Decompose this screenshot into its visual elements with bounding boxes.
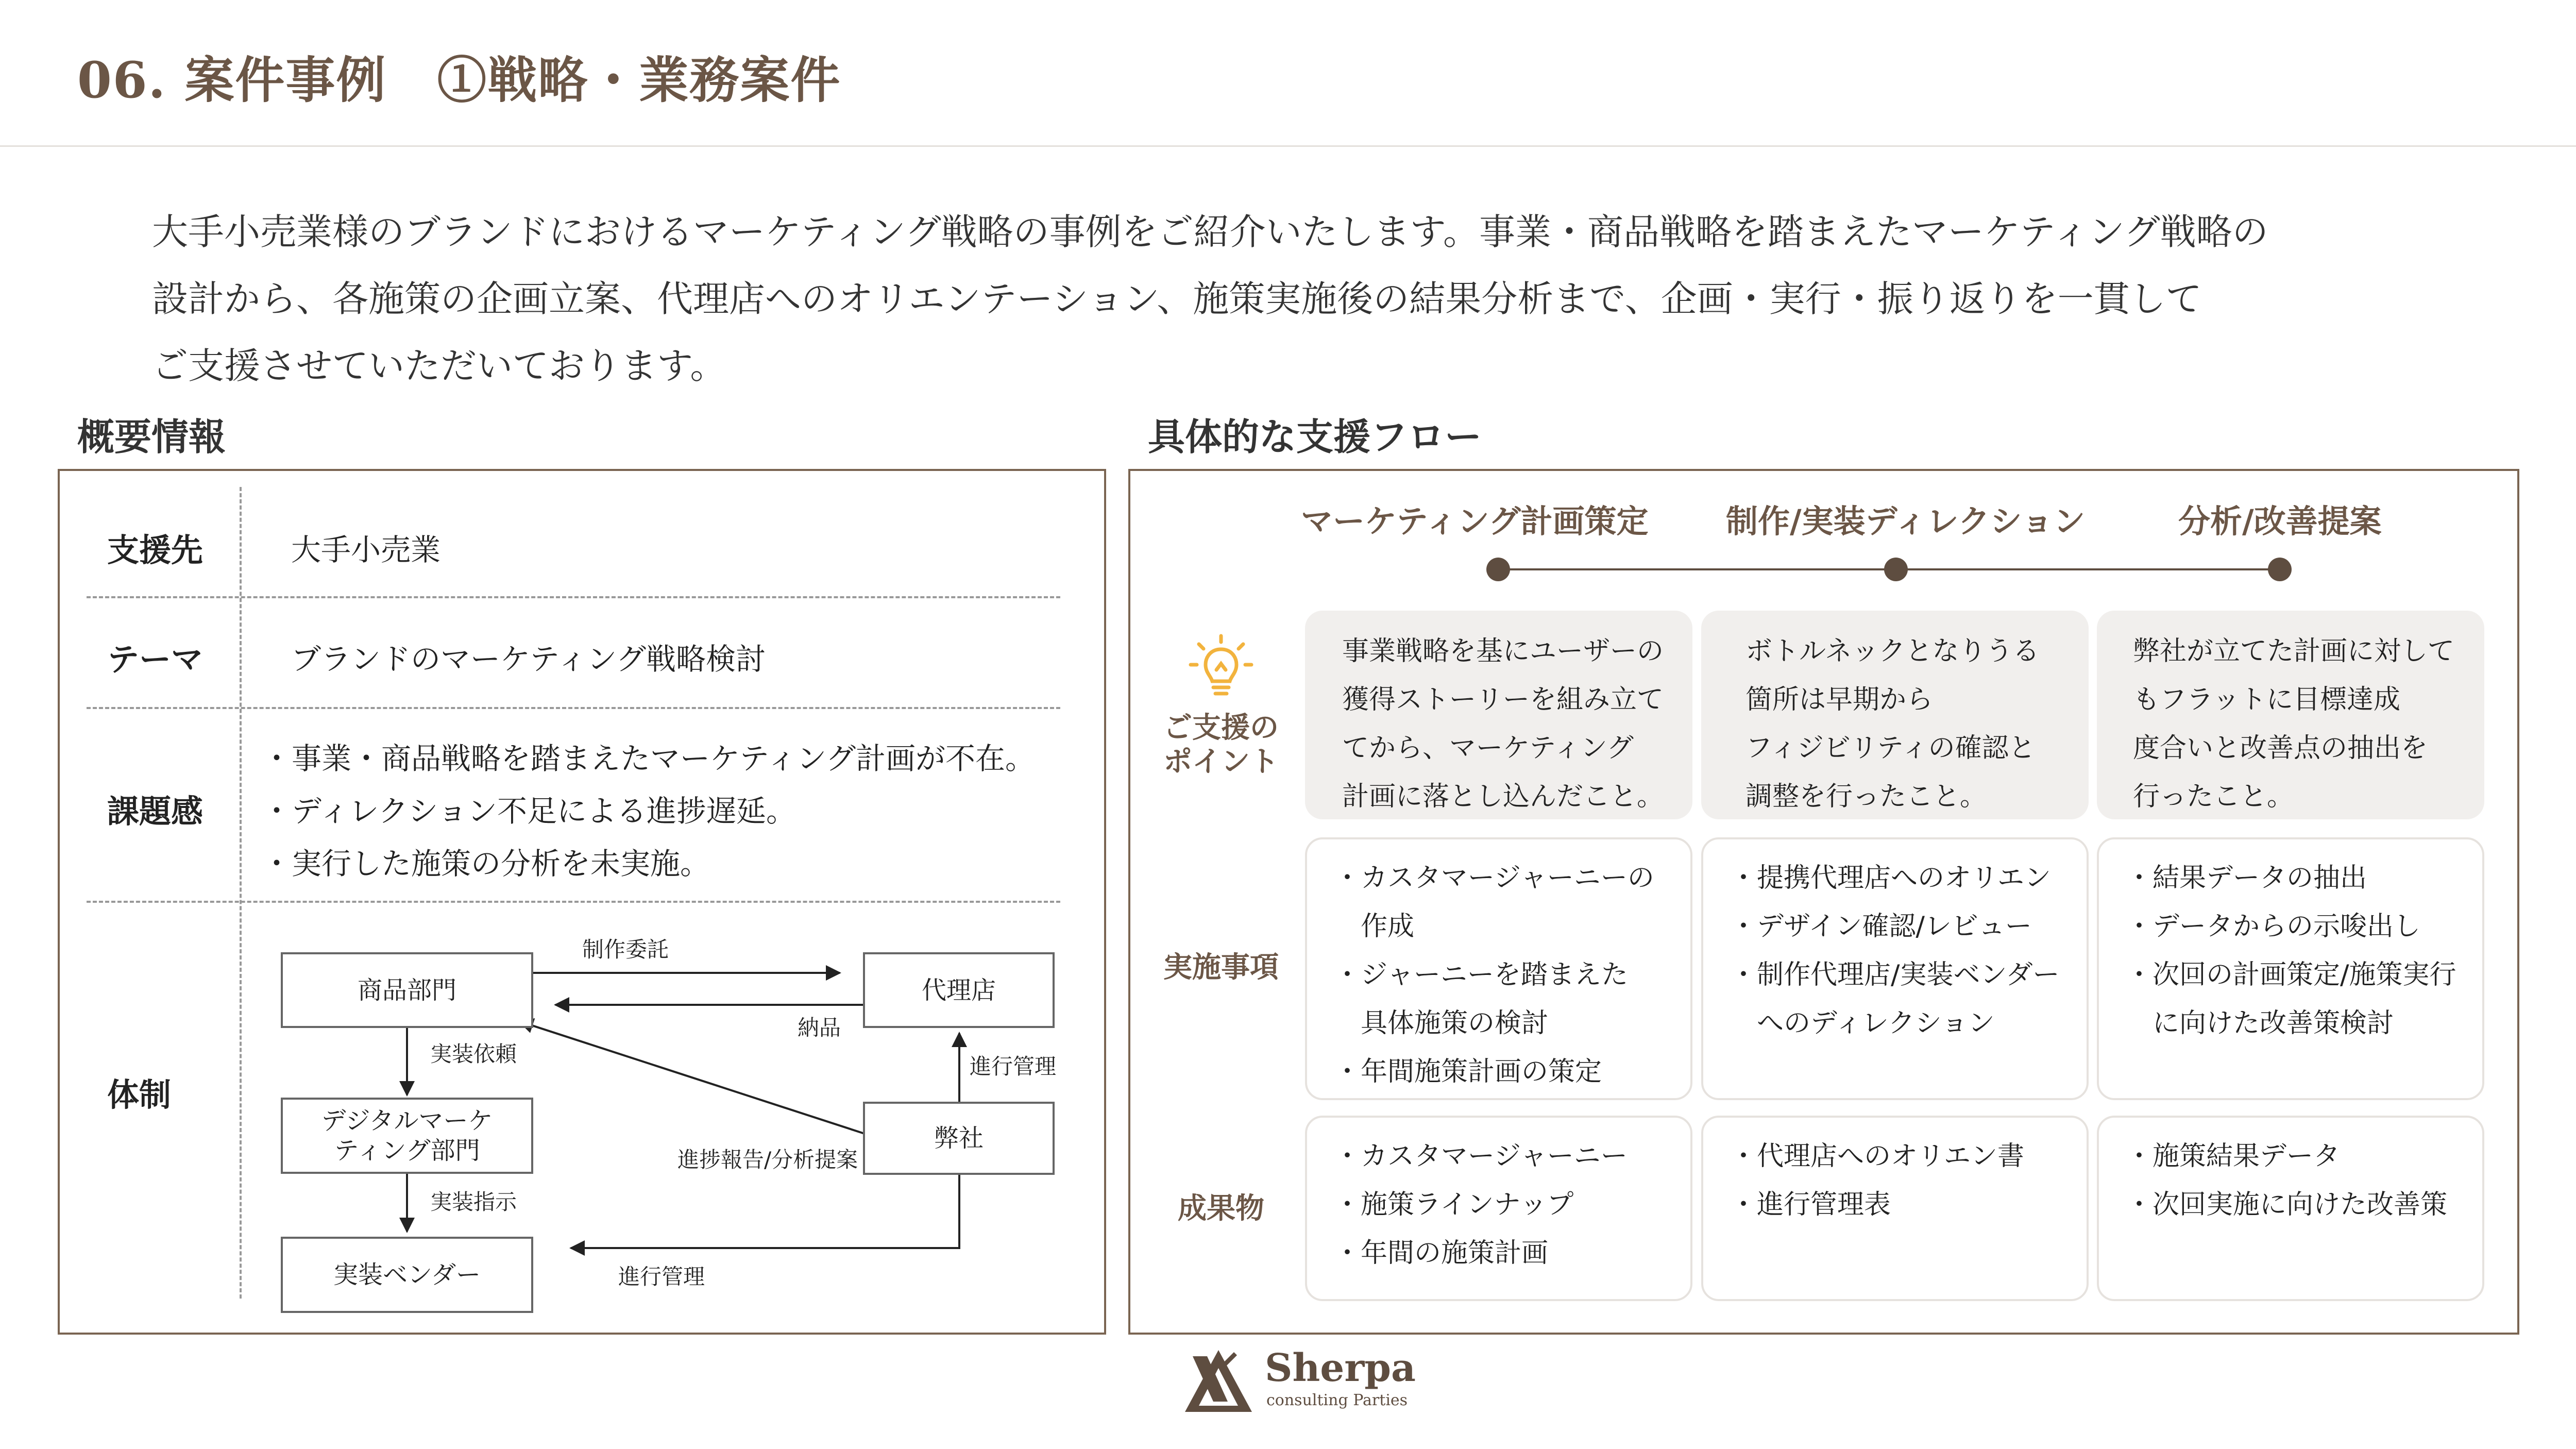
deliverable-card: [1305, 1116, 1692, 1301]
row-label-theme: テーマ: [107, 641, 204, 678]
card-line: 弊社が立てた計画に対して: [2133, 636, 2455, 667]
card-line: に向けた改善策検討: [2126, 1008, 2394, 1039]
row-value-client: 大手小売業: [291, 532, 441, 567]
progress-agency-label: 進行管理: [970, 1054, 1057, 1079]
point-card: [1305, 611, 1692, 819]
intro-line: 大手小売業様のブランドにおけるマーケティング戦略の事例をご紹介いたします。事業・商品戦略を踏まえたマーケティング戦略の: [152, 211, 2268, 253]
commission-label: 制作委託: [582, 937, 669, 962]
card-line: てから、マーケティング: [1342, 733, 1634, 764]
card-line: ・提携代理店へのオリエン: [1730, 863, 2051, 894]
card-line: ・施策ラインナップ: [1334, 1189, 1574, 1220]
card-line: へのディレクション: [1730, 1008, 1995, 1039]
timeline-dot: [1486, 558, 1510, 581]
card-line: 度合いと改善点の抽出を: [2133, 733, 2428, 764]
row-label-points: [1154, 711, 1288, 779]
card-line: ・施策結果データ: [2126, 1141, 2341, 1172]
row-label-client: 支援先: [107, 531, 204, 569]
card-line: ・カスタマージャーニーの: [1334, 863, 1654, 894]
flow-heading: 具体的な支援フロー: [1148, 415, 1482, 459]
action-card: [2097, 837, 2484, 1100]
issue-item: ・事業・商品戦略を踏まえたマーケティング計画が不在。: [262, 741, 1036, 776]
row-label-line: ポイント: [1163, 745, 1279, 779]
point-card: [2097, 611, 2484, 819]
brand-tagline: consulting Parties: [1266, 1391, 1408, 1409]
row-label-line: ご支援の: [1163, 711, 1279, 745]
org-box-agency: [863, 952, 1055, 1028]
org-box-vendor: [281, 1237, 533, 1313]
row-label-issues: 課題感: [107, 793, 204, 830]
card-line: ・ジャーニーを踏まえた: [1334, 959, 1628, 990]
org-box-label: 実装ベンダー: [333, 1260, 481, 1289]
card-line: ・代理店へのオリエン書: [1730, 1141, 2024, 1172]
card-line: ・カスタマージャーニー: [1334, 1141, 1628, 1172]
impl-instruction-label: 実装指示: [430, 1189, 517, 1215]
card-line: 作成: [1334, 911, 1415, 942]
phase-2: 制作/実装ディレクション: [1726, 502, 2086, 540]
sherpa-logo: [1182, 1345, 1255, 1417]
card-line: ・進行管理表: [1730, 1189, 1891, 1220]
delivery-label: 納品: [798, 1015, 841, 1040]
row-label-deliverables: [1154, 1192, 1288, 1226]
report-label: 進捗報告/分析提案: [677, 1147, 858, 1172]
deliverable-card: [1701, 1116, 2089, 1301]
card-line: もフラットに目標達成: [2133, 684, 2400, 715]
card-line: ボトルネックとなりうる: [1745, 636, 2040, 667]
deliverable-card: [2097, 1116, 2484, 1301]
overview-heading: 概要情報: [77, 415, 226, 459]
org-box-label: 弊社: [934, 1124, 984, 1153]
action-card: [1305, 837, 1692, 1100]
card-line: 獲得ストーリーを組み立て: [1342, 684, 1664, 715]
org-box-label: ティング部門: [334, 1136, 480, 1165]
page-title: 06. 案件事例 ①戦略・業務案件: [77, 51, 841, 109]
card-line: ・年間の施策計画: [1334, 1238, 1549, 1269]
org-box-label: 商品部門: [357, 975, 456, 1005]
row-label-structure: 体制: [107, 1076, 172, 1114]
card-line: 行ったこと。: [2133, 781, 2294, 812]
intro-line: ご支援させていただいております。: [152, 345, 726, 387]
row-value-theme: ブランドのマーケティング戦略検討: [291, 642, 766, 677]
card-line: ・データからの示唆出し: [2126, 911, 2421, 942]
card-line: ・デザイン確認/レビュー: [1730, 911, 2032, 942]
impl-request-label: 実装依頼: [430, 1041, 517, 1067]
card-line: フィジビリティの確認と: [1745, 733, 2036, 764]
card-line: ・年間施策計画の策定: [1334, 1056, 1602, 1087]
brand-name: Sherpa: [1265, 1346, 1416, 1390]
org-box-us: [863, 1102, 1055, 1175]
progress-vendor-label: 進行管理: [618, 1264, 705, 1289]
org-box-product: [281, 952, 533, 1028]
point-card: [1701, 611, 2089, 819]
row-label-line: 実施事項: [1163, 951, 1279, 984]
card-line: 箇所は早期から: [1745, 684, 1934, 715]
progress-vendor-arrow: [571, 1175, 959, 1248]
org-box-label: デジタルマーケ: [321, 1106, 493, 1135]
org-box-digital: [281, 1098, 533, 1174]
org-box-label: 代理店: [921, 975, 996, 1005]
timeline-dot: [2268, 558, 2292, 581]
card-line: 計画に落とし込んだこと。: [1342, 781, 1664, 812]
issue-item: ・ディレクション不足による進捗遅延。: [262, 794, 796, 829]
card-line: 調整を行ったこと。: [1745, 781, 1987, 812]
row-label-actions: [1154, 951, 1288, 985]
card-line: ・結果データの抽出: [2126, 863, 2367, 894]
card-line: ・制作代理店/実装ベンダー: [1730, 959, 2060, 990]
intro-line: 設計から、各施策の企画立案、代理店へのオリエンテーション、施策実施後の結果分析まで、企画・実行・振り返りを一貫して: [152, 278, 2202, 320]
timeline-dot: [1884, 558, 1908, 581]
row-label-line: 成果物: [1178, 1192, 1264, 1225]
card-line: ・次回の計画策定/施策実行: [2126, 959, 2456, 990]
issue-item: ・実行した施策の分析を未実施。: [262, 846, 710, 881]
card-line: 事業戦略を基にユーザーの: [1342, 636, 1664, 667]
phase-1: マーケティング計画策定: [1301, 502, 1649, 540]
action-card: [1701, 837, 2089, 1100]
lightbulb-icon: [1188, 634, 1255, 703]
card-line: 具体施策の検討: [1334, 1008, 1549, 1039]
card-line: ・次回実施に向けた改善策: [2126, 1189, 2448, 1220]
phase-3: 分析/改善提案: [2178, 502, 2382, 540]
